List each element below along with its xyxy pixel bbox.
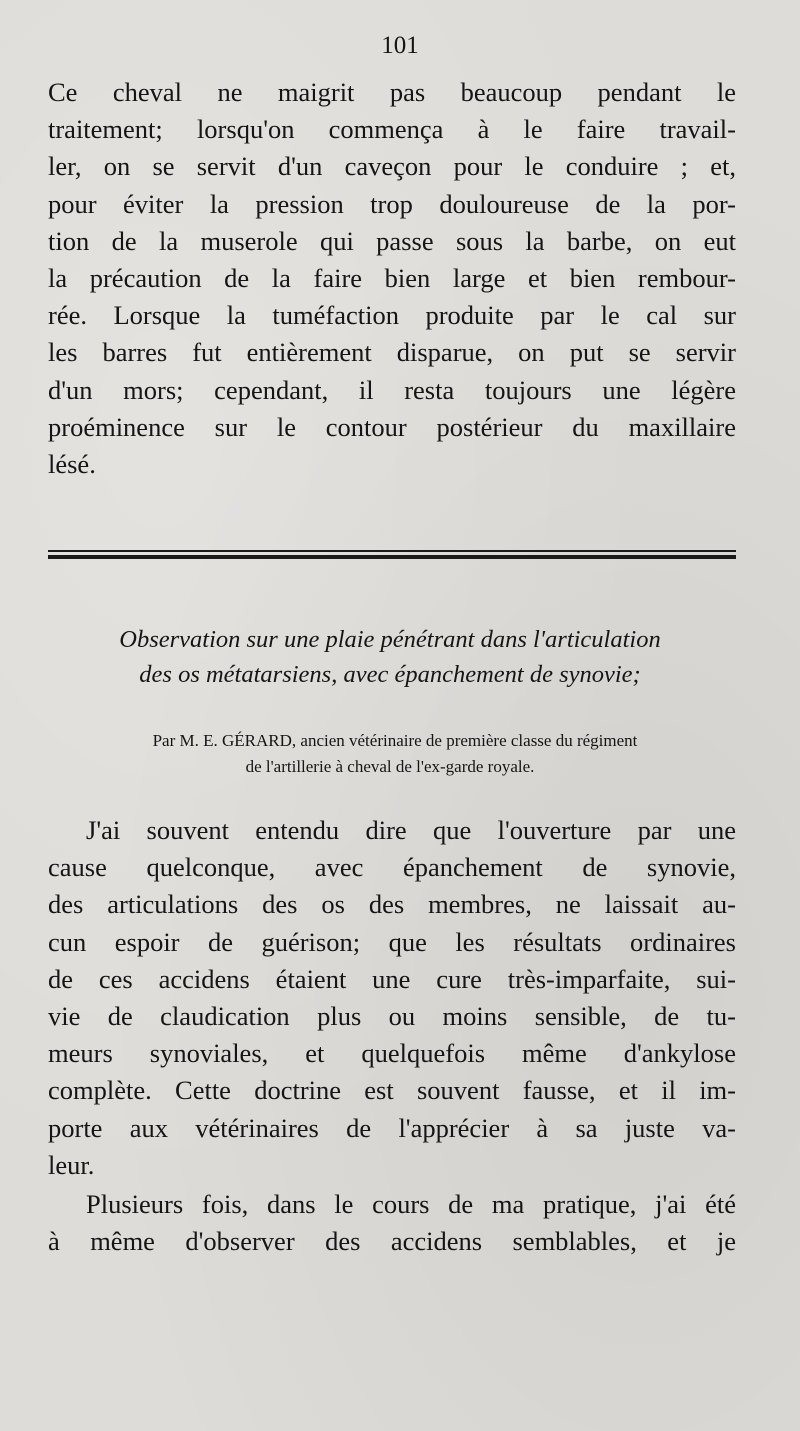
text-line: de ces accidens étaient une cure très-imparfaite, sui-: [48, 963, 736, 994]
byline-line: de l'artillerie à cheval de l'ex-garde royale.: [245, 757, 535, 776]
divider-thin-line: [48, 550, 736, 552]
section-heading: [40, 622, 740, 692]
byline-line: Par M. E. GÉRARD, ancien vétérinaire de première classe du régiment: [152, 731, 638, 750]
paragraph: [48, 812, 736, 1184]
paragraph: [48, 1186, 736, 1260]
text-line: cun espoir de guérison; que les résultats ordinaires: [48, 926, 736, 957]
text-line: pour éviter la pression trop douloureuse de la por-: [48, 188, 736, 219]
page-number: 101: [381, 32, 419, 59]
text-line: Plusieurs fois, dans le cours de ma pratique, j'ai été: [86, 1189, 736, 1219]
text-line: traitement; lorsqu'on commença à le faire travail-: [48, 114, 736, 145]
text-line: tion de la muserole qui passe sous la barbe, on eut: [48, 225, 736, 256]
heading-line: Observation sur une plaie pénétrant dans l'articulation: [119, 626, 661, 653]
text-line: des articulations des os des membres, ne laissait au-: [48, 889, 736, 920]
text-line: porte aux vétérinaires de l'apprécier à sa juste va-: [48, 1112, 736, 1143]
divider-thick-line: [48, 555, 736, 559]
section-divider-rule: [48, 550, 736, 562]
text-line: J'ai souvent entendu dire que l'ouverture par une: [86, 815, 736, 845]
text-line: lésé.: [48, 448, 96, 479]
text-line: vie de claudication plus ou moins sensible, de tu-: [48, 1000, 736, 1031]
heading-line: des os métatarsiens, avec épanchement de synovie;: [139, 661, 641, 688]
text-line: rée. Lorsque la tuméfaction produite par le cal sur: [48, 300, 736, 331]
author-byline: [40, 728, 740, 780]
text-line: à même d'observer des accidens semblables, et je: [48, 1226, 736, 1257]
paragraph-continuation: [48, 74, 736, 483]
text-line: meurs synoviales, et quelquefois même d'ankylose: [48, 1038, 736, 1069]
text-line: proéminence sur le contour postérieur du maxillaire: [48, 411, 736, 442]
text-line: les barres fut entièrement disparue, on put se servir: [48, 337, 736, 368]
text-line: ler, on se servit d'un caveçon pour le conduire ; et,: [48, 151, 736, 182]
text-line: Ce cheval ne maigrit pas beaucoup pendant le: [48, 77, 736, 107]
text-line: leur.: [48, 1149, 95, 1180]
text-line: cause quelconque, avec épanchement de synovie,: [48, 852, 736, 883]
text-line: complète. Cette doctrine est souvent fausse, et il im-: [48, 1075, 736, 1106]
text-line: d'un mors; cependant, il resta toujours une légère: [48, 374, 736, 405]
text-line: la précaution de la faire bien large et bien rembour-: [48, 262, 736, 293]
